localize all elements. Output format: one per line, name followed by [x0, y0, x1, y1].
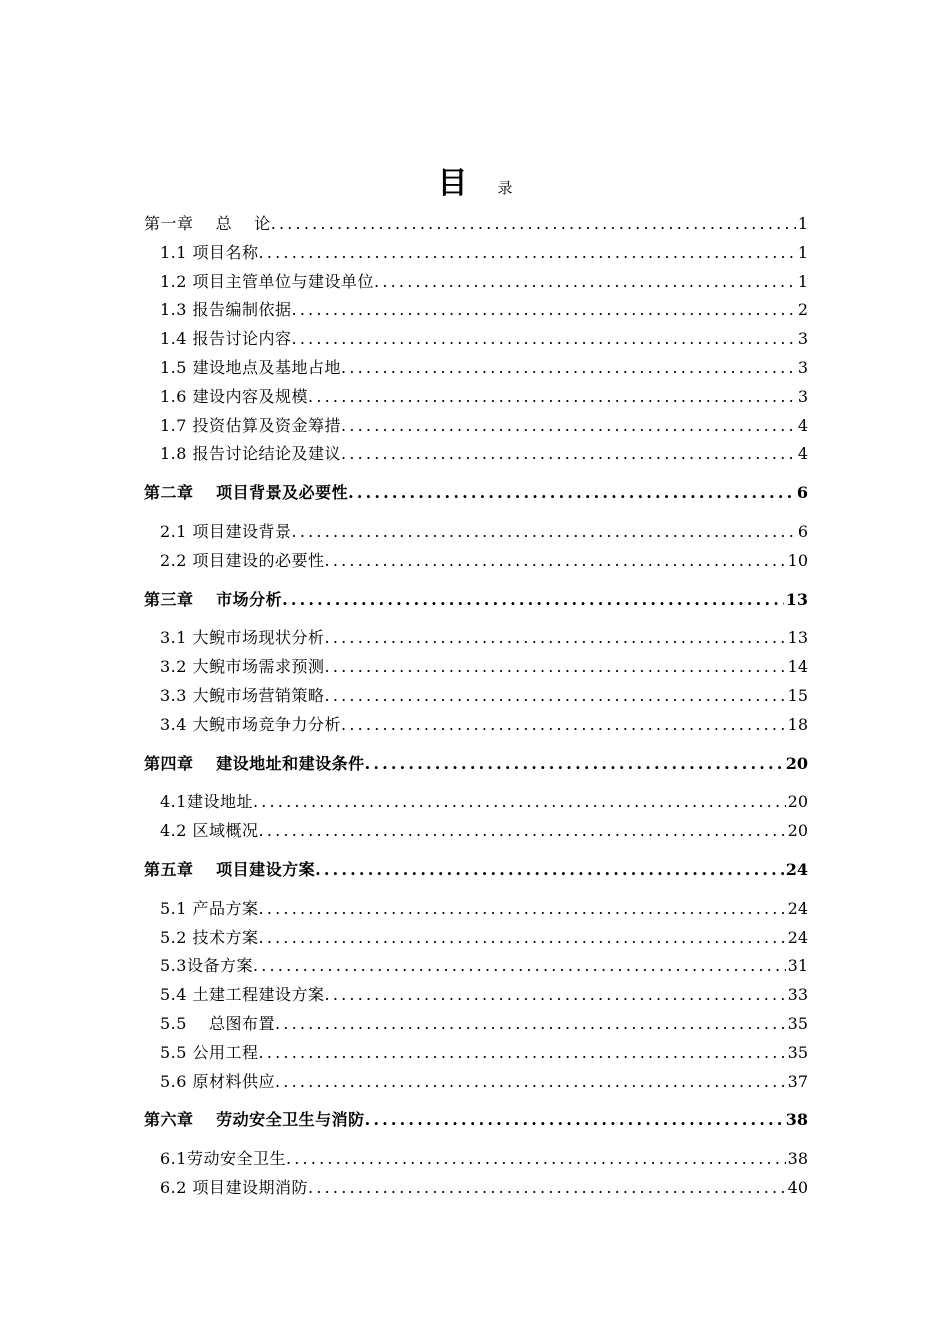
table-of-contents	[144, 210, 808, 1203]
toc-entry-label: 3.1 大鲵市场现状分析	[160, 628, 325, 648]
toc-entry-label: 5.5 公用工程	[160, 1042, 259, 1062]
toc-entry-label: 6.2 项目建设期消防	[160, 1177, 309, 1197]
toc-entry-label: 3.3 大鲵市场营销策略	[160, 685, 325, 705]
toc-entry-label: 1.2 项目主管单位与建设单位	[160, 271, 375, 291]
toc-section-entry[interactable]	[144, 1010, 808, 1039]
toc-page-number: 35	[787, 1013, 808, 1033]
toc-section-entry[interactable]	[144, 1039, 808, 1068]
toc-page-number: 14	[787, 657, 808, 677]
toc-section-entry[interactable]	[144, 354, 808, 383]
toc-dot-leader	[325, 547, 786, 576]
toc-entry-label: 1.7 投资估算及资金筹措	[160, 415, 342, 435]
toc-dot-leader	[275, 1010, 786, 1039]
toc-dot-leader	[271, 210, 796, 239]
toc-entry-label: 4.1建设地址	[160, 792, 253, 812]
toc-dot-leader	[325, 682, 786, 711]
toc-chapter-entry[interactable]	[144, 586, 808, 615]
toc-page-number: 13	[787, 628, 808, 648]
toc-section-entry[interactable]	[144, 924, 808, 953]
toc-dot-leader	[259, 239, 796, 268]
toc-dot-leader	[325, 624, 786, 653]
toc-title	[0, 158, 950, 202]
toc-page-number: 3	[797, 357, 808, 377]
toc-entry-label: 3.2 大鲵市场需求预测	[160, 657, 325, 677]
toc-dot-leader	[292, 325, 796, 354]
toc-entry-label: 5.5 总图布置	[160, 1013, 276, 1033]
toc-page-number: 10	[787, 550, 808, 570]
toc-dot-leader	[341, 354, 796, 383]
toc-entry-label: 第五章 项目建设方案	[144, 859, 316, 879]
toc-dot-leader	[282, 586, 784, 615]
toc-dot-leader	[365, 750, 784, 779]
toc-entry-label: 3.4 大鲵市场竞争力分析	[160, 714, 342, 734]
toc-dot-leader	[341, 440, 796, 469]
toc-page-number: 3	[797, 329, 808, 349]
toc-entry-label: 6.1劳动安全卫生	[160, 1149, 286, 1169]
toc-dot-leader	[253, 788, 786, 817]
toc-page-number: 20	[785, 753, 808, 773]
toc-entry-label: 2.2 项目建设的必要性	[160, 550, 325, 570]
toc-entry-label: 第一章 总 论	[144, 214, 271, 233]
toc-section-entry[interactable]	[144, 383, 808, 412]
toc-dot-leader	[315, 856, 784, 885]
toc-dot-leader	[325, 653, 786, 682]
toc-dot-leader	[275, 1068, 786, 1097]
toc-page-number: 6	[797, 521, 808, 541]
toc-dot-leader	[341, 412, 796, 441]
toc-dot-leader	[341, 711, 786, 740]
toc-section-entry[interactable]	[144, 1145, 808, 1174]
toc-entry-label: 5.6 原材料供应	[160, 1071, 276, 1091]
toc-entry-label: 5.4 土建工程建设方案	[160, 985, 325, 1005]
toc-dot-leader	[286, 1145, 786, 1174]
toc-entry-label: 第三章 市场分析	[144, 589, 283, 609]
toc-dot-leader	[259, 895, 786, 924]
toc-section-entry[interactable]	[144, 624, 808, 653]
toc-section-entry[interactable]	[144, 817, 808, 846]
toc-entry-label: 1.5 建设地点及基地占地	[160, 357, 342, 377]
toc-section-entry[interactable]	[144, 895, 808, 924]
toc-entry-label: 5.3设备方案	[160, 956, 253, 976]
toc-dot-leader	[292, 296, 796, 325]
toc-section-entry[interactable]	[144, 325, 808, 354]
toc-section-entry[interactable]	[144, 1174, 808, 1203]
toc-entry-label: 1.1 项目名称	[160, 242, 259, 262]
toc-dot-leader	[325, 981, 786, 1010]
toc-entry-label: 2.1 项目建设背景	[160, 521, 292, 541]
toc-page-number: 33	[787, 985, 808, 1005]
toc-page-number: 38	[785, 1110, 808, 1130]
toc-page-number: 40	[787, 1177, 808, 1197]
toc-dot-leader	[365, 1106, 784, 1135]
toc-section-entry[interactable]	[144, 682, 808, 711]
toc-entry-label: 4.2 区域概况	[160, 821, 259, 841]
toc-chapter-entry[interactable]	[144, 856, 808, 885]
toc-dot-leader	[374, 268, 796, 297]
toc-dot-leader	[348, 479, 795, 508]
toc-chapter-entry[interactable]	[144, 750, 808, 779]
toc-entry-label: 1.3 报告编制依据	[160, 300, 292, 320]
toc-title-sub: 录	[497, 179, 513, 197]
toc-chapter-entry[interactable]	[144, 1106, 808, 1135]
toc-dot-leader	[259, 817, 786, 846]
toc-page-number: 6	[796, 483, 808, 503]
toc-section-entry[interactable]	[144, 518, 808, 547]
toc-page-number: 13	[785, 589, 808, 609]
toc-page-number: 18	[787, 714, 808, 734]
toc-page-number: 4	[797, 444, 808, 464]
toc-section-entry[interactable]	[144, 952, 808, 981]
toc-dot-leader	[253, 952, 786, 981]
toc-section-entry[interactable]	[144, 788, 808, 817]
toc-entry-label: 1.4 报告讨论内容	[160, 329, 292, 349]
toc-page-number: 20	[787, 792, 808, 812]
toc-entry-label: 1.6 建设内容及规模	[160, 386, 309, 406]
toc-page-number: 15	[787, 685, 808, 705]
toc-entry-label: 5.1 产品方案	[160, 898, 259, 918]
toc-section-entry[interactable]	[144, 239, 808, 268]
toc-section-entry[interactable]	[144, 268, 808, 297]
toc-chapter-entry[interactable]	[144, 479, 808, 508]
toc-page-number: 4	[797, 415, 808, 435]
toc-title-main: 目	[437, 166, 468, 201]
toc-dot-leader	[259, 1039, 786, 1068]
toc-dot-leader	[259, 924, 786, 953]
toc-section-entry[interactable]	[144, 412, 808, 441]
toc-entry-label: 第六章 劳动安全卫生与消防	[144, 1110, 365, 1130]
toc-section-entry[interactable]	[144, 711, 808, 740]
toc-section-entry[interactable]	[144, 547, 808, 576]
toc-dot-leader	[308, 1174, 786, 1203]
toc-section-entry[interactable]	[144, 981, 808, 1010]
toc-page-number: 3	[797, 386, 808, 406]
toc-page-number: 1	[797, 214, 808, 233]
toc-page-number: 38	[787, 1149, 808, 1169]
toc-page-number: 20	[787, 821, 808, 841]
toc-entry-label: 第二章 项目背景及必要性	[144, 483, 349, 503]
toc-entry-label: 5.2 技术方案	[160, 927, 259, 947]
toc-section-entry[interactable]	[144, 653, 808, 682]
toc-page-number: 35	[787, 1042, 808, 1062]
toc-page-number: 37	[787, 1071, 808, 1091]
toc-section-entry[interactable]	[144, 1068, 808, 1097]
toc-page-number: 24	[787, 927, 808, 947]
toc-dot-leader	[308, 383, 796, 412]
toc-page-number: 24	[785, 859, 808, 879]
toc-dot-leader	[292, 518, 796, 547]
toc-section-entry[interactable]	[144, 296, 808, 325]
toc-section-entry[interactable]	[144, 440, 808, 469]
toc-page-number: 24	[787, 898, 808, 918]
toc-page-number: 1	[797, 271, 808, 291]
toc-page-number: 31	[787, 956, 808, 976]
toc-page-number: 2	[797, 300, 808, 320]
toc-entry-label: 1.8 报告讨论结论及建议	[160, 444, 342, 464]
toc-entry-label: 第四章 建设地址和建设条件	[144, 753, 365, 773]
toc-chapter-entry[interactable]	[144, 210, 808, 239]
toc-page-number: 1	[797, 242, 808, 262]
